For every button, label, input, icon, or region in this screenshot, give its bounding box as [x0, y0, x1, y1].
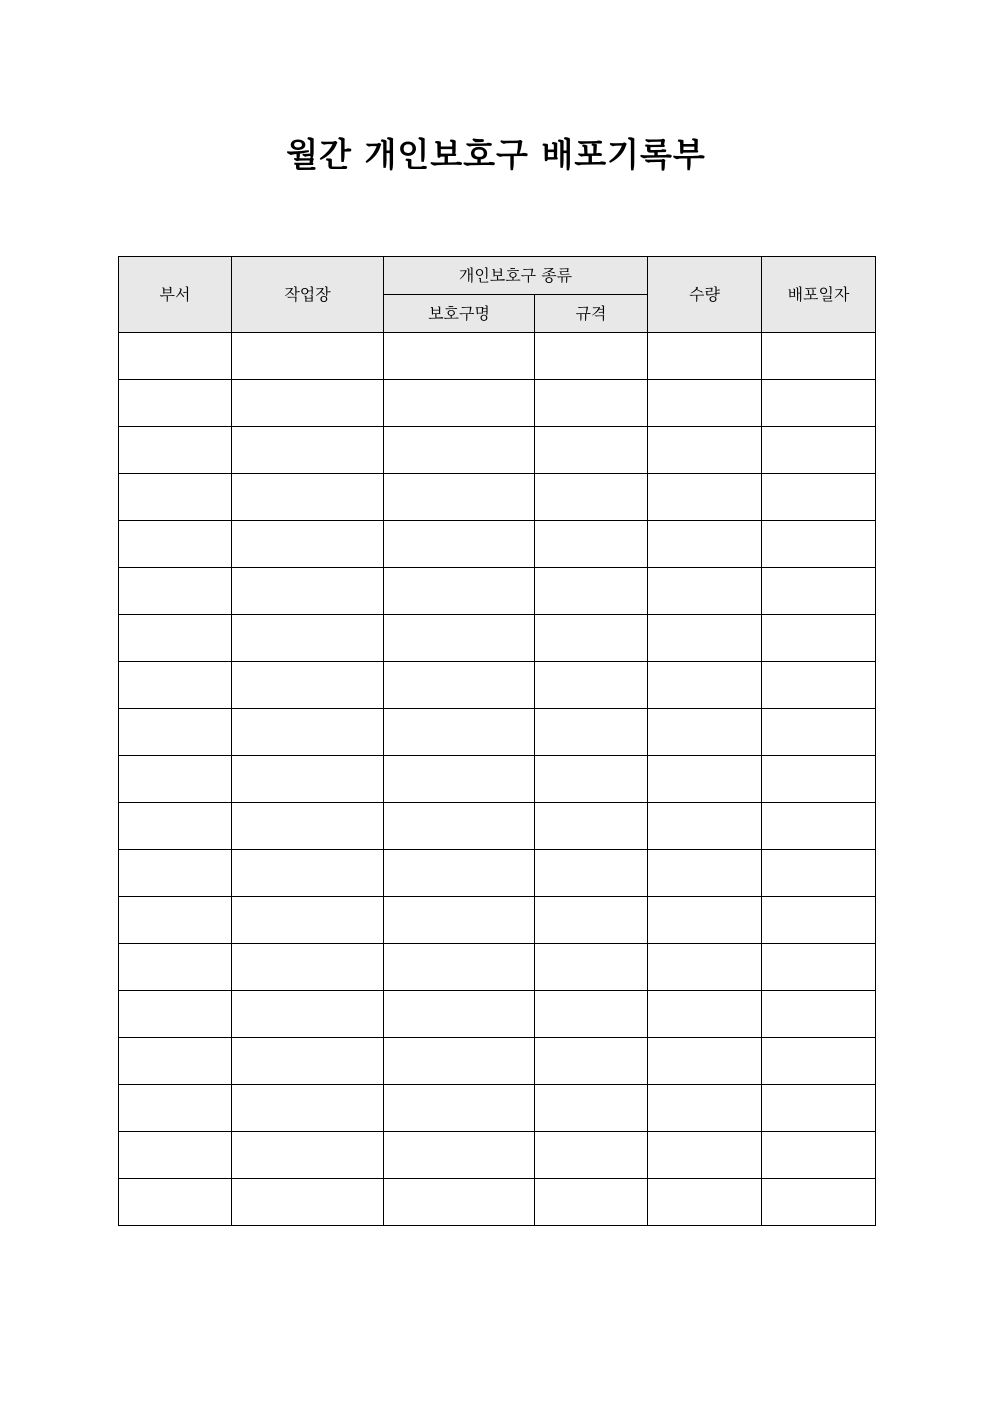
page-title: 월간 개인보호구 배포기록부: [286, 135, 706, 174]
cell-date[interactable]: [762, 1179, 876, 1226]
cell-date[interactable]: [762, 380, 876, 427]
table-row: [119, 474, 876, 521]
cell-quantity[interactable]: [648, 380, 762, 427]
cell-workplace[interactable]: [232, 756, 384, 803]
table-body: [119, 333, 876, 1226]
cell-date[interactable]: [762, 662, 876, 709]
cell-spec[interactable]: [535, 1132, 648, 1179]
cell-spec[interactable]: [535, 427, 648, 474]
cell-workplace[interactable]: [232, 662, 384, 709]
cell-dept[interactable]: [119, 709, 232, 756]
cell-ppe-name[interactable]: [384, 521, 535, 568]
cell-quantity[interactable]: [648, 615, 762, 662]
cell-workplace[interactable]: [232, 1132, 384, 1179]
cell-quantity[interactable]: [648, 521, 762, 568]
cell-ppe-name[interactable]: [384, 1085, 535, 1132]
cell-spec[interactable]: [535, 991, 648, 1038]
cell-quantity[interactable]: [648, 1085, 762, 1132]
cell-dept[interactable]: [119, 850, 232, 897]
cell-dept[interactable]: [119, 1085, 232, 1132]
cell-quantity[interactable]: [648, 1038, 762, 1085]
table-row: [119, 521, 876, 568]
table-row: [119, 1038, 876, 1085]
cell-quantity[interactable]: [648, 1179, 762, 1226]
cell-workplace[interactable]: [232, 427, 384, 474]
table-row: [119, 427, 876, 474]
cell-spec[interactable]: [535, 1179, 648, 1226]
cell-workplace[interactable]: [232, 709, 384, 756]
cell-quantity[interactable]: [648, 897, 762, 944]
cell-workplace[interactable]: [232, 991, 384, 1038]
cell-ppe-name[interactable]: [384, 897, 535, 944]
cell-date[interactable]: [762, 756, 876, 803]
cell-dept[interactable]: [119, 803, 232, 850]
cell-date[interactable]: [762, 897, 876, 944]
cell-workplace[interactable]: [232, 474, 384, 521]
table-row: [119, 662, 876, 709]
cell-ppe-name[interactable]: [384, 427, 535, 474]
cell-quantity[interactable]: [648, 944, 762, 991]
table-row: [119, 1179, 876, 1226]
cell-spec[interactable]: [535, 944, 648, 991]
cell-date[interactable]: [762, 803, 876, 850]
cell-spec[interactable]: [535, 380, 648, 427]
table-row: [119, 615, 876, 662]
cell-dept[interactable]: [119, 756, 232, 803]
cell-quantity[interactable]: [648, 709, 762, 756]
cell-spec[interactable]: [535, 521, 648, 568]
cell-date[interactable]: [762, 474, 876, 521]
cell-ppe-name[interactable]: [384, 991, 535, 1038]
cell-date[interactable]: [762, 427, 876, 474]
cell-dept[interactable]: [119, 1132, 232, 1179]
cell-dept[interactable]: [119, 662, 232, 709]
header-dept: 부서: [119, 257, 232, 333]
cell-dept[interactable]: [119, 897, 232, 944]
cell-ppe-name[interactable]: [384, 944, 535, 991]
cell-ppe-name[interactable]: [384, 1038, 535, 1085]
cell-quantity[interactable]: [648, 803, 762, 850]
cell-ppe-name[interactable]: [384, 756, 535, 803]
cell-workplace[interactable]: [232, 380, 384, 427]
cell-ppe-name[interactable]: [384, 333, 535, 380]
cell-workplace[interactable]: [232, 521, 384, 568]
cell-spec[interactable]: [535, 1038, 648, 1085]
cell-ppe-name[interactable]: [384, 1132, 535, 1179]
cell-spec[interactable]: [535, 662, 648, 709]
cell-date[interactable]: [762, 568, 876, 615]
cell-spec[interactable]: [535, 850, 648, 897]
header-ppe-type: 개인보호구 종류: [384, 257, 648, 295]
cell-ppe-name[interactable]: [384, 474, 535, 521]
cell-date[interactable]: [762, 991, 876, 1038]
cell-spec[interactable]: [535, 756, 648, 803]
cell-date[interactable]: [762, 521, 876, 568]
table-row: [119, 897, 876, 944]
table-row: [119, 803, 876, 850]
cell-date[interactable]: [762, 333, 876, 380]
header-spec: 규격: [535, 295, 648, 333]
cell-dept[interactable]: [119, 380, 232, 427]
table-row: [119, 709, 876, 756]
cell-dept[interactable]: [119, 568, 232, 615]
cell-spec[interactable]: [535, 709, 648, 756]
cell-quantity[interactable]: [648, 568, 762, 615]
header-date: 배포일자: [762, 257, 876, 333]
cell-dept[interactable]: [119, 615, 232, 662]
cell-workplace[interactable]: [232, 568, 384, 615]
cell-ppe-name[interactable]: [384, 662, 535, 709]
cell-quantity[interactable]: [648, 1132, 762, 1179]
cell-dept[interactable]: [119, 944, 232, 991]
cell-quantity[interactable]: [648, 756, 762, 803]
cell-quantity[interactable]: [648, 333, 762, 380]
cell-quantity[interactable]: [648, 991, 762, 1038]
cell-dept[interactable]: [119, 427, 232, 474]
cell-dept[interactable]: [119, 474, 232, 521]
cell-workplace[interactable]: [232, 850, 384, 897]
cell-workplace[interactable]: [232, 333, 384, 380]
cell-quantity[interactable]: [648, 427, 762, 474]
cell-quantity[interactable]: [648, 850, 762, 897]
cell-dept[interactable]: [119, 1179, 232, 1226]
cell-workplace[interactable]: [232, 1038, 384, 1085]
cell-ppe-name[interactable]: [384, 380, 535, 427]
cell-dept[interactable]: [119, 333, 232, 380]
header-row-top: [119, 257, 876, 295]
cell-spec[interactable]: [535, 474, 648, 521]
table-row: [119, 991, 876, 1038]
cell-date[interactable]: [762, 944, 876, 991]
table-row: [119, 568, 876, 615]
cell-workplace[interactable]: [232, 615, 384, 662]
table-row: [119, 380, 876, 427]
cell-ppe-name[interactable]: [384, 850, 535, 897]
header-quantity: 수량: [648, 257, 762, 333]
table-row: [119, 1085, 876, 1132]
cell-workplace[interactable]: [232, 897, 384, 944]
cell-quantity[interactable]: [648, 662, 762, 709]
cell-date[interactable]: [762, 1132, 876, 1179]
cell-ppe-name[interactable]: [384, 1179, 535, 1226]
header-ppe-name: 보호구명: [384, 295, 535, 333]
cell-date[interactable]: [762, 850, 876, 897]
table-row: [119, 756, 876, 803]
distribution-table: [118, 256, 876, 1226]
cell-date[interactable]: [762, 709, 876, 756]
cell-spec[interactable]: [535, 803, 648, 850]
table-row: [119, 333, 876, 380]
cell-date[interactable]: [762, 1038, 876, 1085]
table-row: [119, 850, 876, 897]
cell-spec[interactable]: [535, 333, 648, 380]
cell-workplace[interactable]: [232, 1085, 384, 1132]
cell-workplace[interactable]: [232, 1179, 384, 1226]
cell-ppe-name[interactable]: [384, 803, 535, 850]
cell-quantity[interactable]: [648, 474, 762, 521]
header-workplace: 작업장: [232, 257, 384, 333]
cell-spec[interactable]: [535, 568, 648, 615]
cell-date[interactable]: [762, 615, 876, 662]
cell-workplace[interactable]: [232, 944, 384, 991]
cell-ppe-name[interactable]: [384, 568, 535, 615]
table-row: [119, 1132, 876, 1179]
table-row: [119, 944, 876, 991]
cell-ppe-name[interactable]: [384, 709, 535, 756]
cell-dept[interactable]: [119, 521, 232, 568]
cell-dept[interactable]: [119, 1038, 232, 1085]
cell-date[interactable]: [762, 1085, 876, 1132]
cell-spec[interactable]: [535, 897, 648, 944]
cell-ppe-name[interactable]: [384, 615, 535, 662]
cell-spec[interactable]: [535, 1085, 648, 1132]
cell-dept[interactable]: [119, 991, 232, 1038]
cell-workplace[interactable]: [232, 803, 384, 850]
cell-spec[interactable]: [535, 615, 648, 662]
